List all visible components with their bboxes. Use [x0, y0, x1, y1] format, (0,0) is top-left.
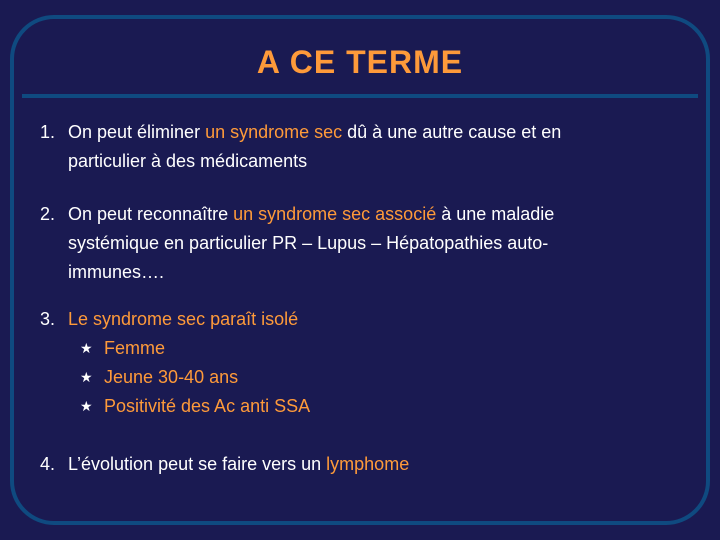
item-text: On peut éliminer — [68, 122, 206, 142]
item-text: On peut reconnaître — [68, 204, 234, 224]
item-number: 3. — [40, 309, 56, 329]
item-number: 1. — [40, 122, 56, 142]
list-item-3 — [40, 305, 680, 334]
sub-item-text: Femme — [104, 338, 166, 358]
title-divider — [22, 94, 698, 98]
item-number: 4. — [40, 454, 56, 474]
sub-item — [80, 392, 310, 421]
list-item-1 — [40, 118, 680, 176]
star-icon: ★ — [80, 398, 93, 414]
list-item-4 — [40, 450, 680, 479]
sub-item-text: Jeune 30-40 ans — [104, 367, 239, 387]
sub-item — [80, 334, 165, 363]
sub-item — [80, 363, 238, 392]
highlight-text: un syndrome sec — [205, 122, 343, 142]
item-text: à une maladie — [436, 204, 555, 224]
item-text: immunes…. — [68, 262, 165, 282]
item-text: systémique en particulier PR – Lupus – Hépatopathies auto- — [68, 233, 549, 253]
item-number: 2. — [40, 204, 56, 224]
slide-title: A CE TERME — [256, 44, 464, 80]
highlight-text: Le syndrome sec paraît isolé — [68, 309, 299, 329]
item-text: dû à une autre cause et en — [342, 122, 562, 142]
item-text: L’évolution peut se faire vers un — [68, 454, 327, 474]
list-item-2 — [40, 200, 680, 287]
star-icon: ★ — [80, 369, 93, 385]
item-text: particulier à des médicaments — [68, 151, 308, 171]
highlight-text: lymphome — [326, 454, 410, 474]
sub-item-text: Positivité des Ac anti SSA — [104, 396, 311, 416]
highlight-text: un syndrome sec associé — [233, 204, 437, 224]
star-icon: ★ — [80, 340, 93, 356]
